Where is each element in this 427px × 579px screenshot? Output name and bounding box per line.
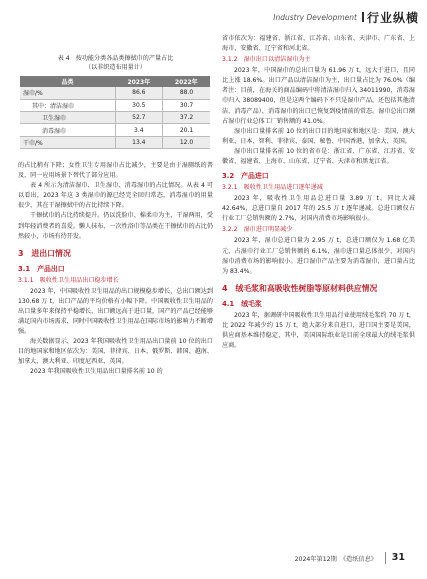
paragraph: 2023 年，中国吸收性卫生用品的出口规模稳步增长，总出口额达到 130.68 万 t，出口产品的平均价格有小幅下降。中国吸收性卫生用品的出口量多年来保持平稳增长，出口额远高于进口量，国产的产品已经能够满足国内市场需求，同时中国吸收性卫生用品在国际市场的影响力不断增强。 <box>18 287 213 336</box>
section-heading-3: 3 进出口情况 <box>18 248 71 258</box>
wipes-share-table <box>20 76 210 149</box>
section-title-zh: 行业纵横 <box>366 11 419 25</box>
cell-2022: 37.2 <box>163 112 210 124</box>
paragraph: 海关数据显示，2023 年我国吸收性卫生用品出口量前 10 位的出口目的地国家和地区依次为：美国、菲律宾、日本、俄罗斯、韩国、越南、加拿大、澳大利亚、印度尼西亚、英国。 <box>18 338 213 366</box>
section-heading-4: 4 绒毛浆和高吸收性树脂等原材料供应情况 <box>222 283 378 293</box>
subsection-heading-3-1: 3.1 产品出口 <box>18 264 65 273</box>
page-header <box>0 8 427 28</box>
subsubsection-heading-3-2-1: 3.2.1 吸收性卫生用品进口逐年递减 <box>222 184 323 192</box>
header-divider <box>362 12 364 22</box>
section-title-en: Industry Development <box>273 13 357 22</box>
cell-2023: 30.5 <box>115 99 162 111</box>
page-number: 31 <box>391 552 405 563</box>
paragraph: 的占比稍有下降；女性卫生专用湿巾占比减少，主要是由于湿厕纸的普及，同一应用场景下替代了部分应用。 <box>18 161 213 180</box>
paragraph: 2023 年我国吸收性卫生用品出口量排名前 10 的 <box>30 368 163 376</box>
table-header-row <box>20 76 210 87</box>
paragraph: 2023 年，据调研中国吸收性卫生用品行业使用绒毛浆约 70 万 t，比 2022 年减少约 15 万 t，绝大部分来自进口，进口国主要是美国，供应商基本维持稳定，其中，美国国际纸业是目前全球最大的绒毛浆供应商。 <box>222 311 415 350</box>
paragraph: 湿巾出口量排名前 10 位的省市是：浙江省、广东省、江苏省、安徽省、福建省、上海市、山东省、辽宁省、天津市和黑龙江省。 <box>222 147 415 166</box>
cell-2023: 52.7 <box>115 112 162 124</box>
row-label-disinfecting-wipes: 消毒湿巾 <box>20 124 115 136</box>
subsubsection-heading-3-2-2: 3.2.2 湿巾进口明显减少 <box>222 226 293 234</box>
issue-info: 2024年第12期 《造纸信息》 <box>294 556 377 563</box>
subsection-heading-3-2: 3.2 产品进口 <box>222 172 269 181</box>
subsubsection-heading-3-1-1: 3.1.1 吸收性卫生用品出口稳步增长 <box>18 276 119 284</box>
left-column <box>18 34 213 378</box>
row-label-cleaning-wipes: 其中：清洁湿巾 <box>20 99 115 111</box>
subsubsection-heading-3-1-2: 3.1.2 湿巾出口以清洁湿巾为主 <box>222 56 311 64</box>
table-row <box>20 112 210 124</box>
footer-divider <box>385 552 386 564</box>
paragraph: 2023 年，中国湿巾的总出口量为 61.96 万 t，远大于进口，且同比上涨 18.6%。出口产品以清洁湿巾为主，出口量占比为 76.0%（编者注：目前，在海关的商品编码中将清洁湿巾归入 34011990，消毒湿巾归入 38089400，但是这两个编码下不只是湿巾产品，还包括其他清洁、消毒产品），消毒湿巾的出口已恢复到疫情前的常态。湿巾总出口额占湿巾行业总体工厂销售额的 41.0%。 <box>222 67 415 125</box>
cell-2022: 88.0 <box>163 87 210 99</box>
header-2022: 2022年 <box>163 76 210 87</box>
header-category: 品类 <box>20 76 115 87</box>
paragraph: 表 4 所示为清洁湿巾、卫生湿巾、消毒湿巾的占比情况。从表 4 可以看出，2023 年这 3 类湿巾的源已经完全回归常态，消毒湿巾的用量很少，其在干湿擦拭中的占比持续下降。 <box>18 182 213 210</box>
table-subtitle: （以非织造布用量计） <box>85 64 146 71</box>
table-row <box>20 99 210 111</box>
paragraph: 2023 年，吸收性卫生用品总进口量 3.89 万 t，同比大减 42.64%，总进口量自 2017 年的 25.5 万 t 逐年递减。总进口额仅占行业工厂总销售额的 2.7%，对国内消费市场影响很小。 <box>222 195 415 223</box>
page-footer <box>0 552 427 566</box>
row-label-dry-wipes: 干巾/% <box>20 136 115 148</box>
cell-2023: 13.4 <box>115 136 162 148</box>
right-column <box>222 34 415 351</box>
paragraph: 干擦拭巾的占比持续提升。仍以洗脸巾、棉柔巾为主，干湿两用，受到年轻消费者的喜爱。懒人抹布、一次性浴巾等品类在干擦拭巾的占比仍然较小，市场有待开发。 <box>18 212 213 240</box>
table-row <box>20 124 210 136</box>
paragraph: 湿巾出口量排名前 10 位的出口目的地国家和地区是：美国、澳大利亚、日本、智利、菲律宾、泰国、秘鲁、中国香港、加拿大、英国。 <box>222 127 415 145</box>
table-row <box>20 87 210 99</box>
paragraph: 省市依次为：福建省、浙江省、江苏省、山东省、天津市、广东省、上海市、安徽省、辽宁省和河北省。 <box>222 35 415 53</box>
subsection-heading-4-1: 4.1 绒毛浆 <box>222 299 262 308</box>
table-title: 表 4 按功能分类各品类擦拭巾的产量占比 <box>57 55 174 62</box>
cell-2023: 86.6 <box>115 87 162 99</box>
row-label-hygiene-wipes: 卫生湿巾 <box>20 112 115 124</box>
header-2023: 2023年 <box>115 76 162 87</box>
cell-2023: 3.4 <box>115 124 162 136</box>
cell-2022: 20.1 <box>163 124 210 136</box>
cell-2022: 30.7 <box>163 99 210 111</box>
paragraph: 2023 年，湿巾总进口量为 2.95 万 t，总进口额仅为 1.68 亿美元，占湿巾行业工厂总销售额的 6.1%，湿巾进口量总体很少，对国内湿巾消费市场的影响很小。进口湿巾产品主要为消毒湿巾，进口量占比为 83.4%。 <box>222 237 415 275</box>
table-row <box>20 136 210 148</box>
row-label-wet-wipes: 湿巾/% <box>20 87 115 99</box>
cell-2022: 12.0 <box>163 136 210 148</box>
